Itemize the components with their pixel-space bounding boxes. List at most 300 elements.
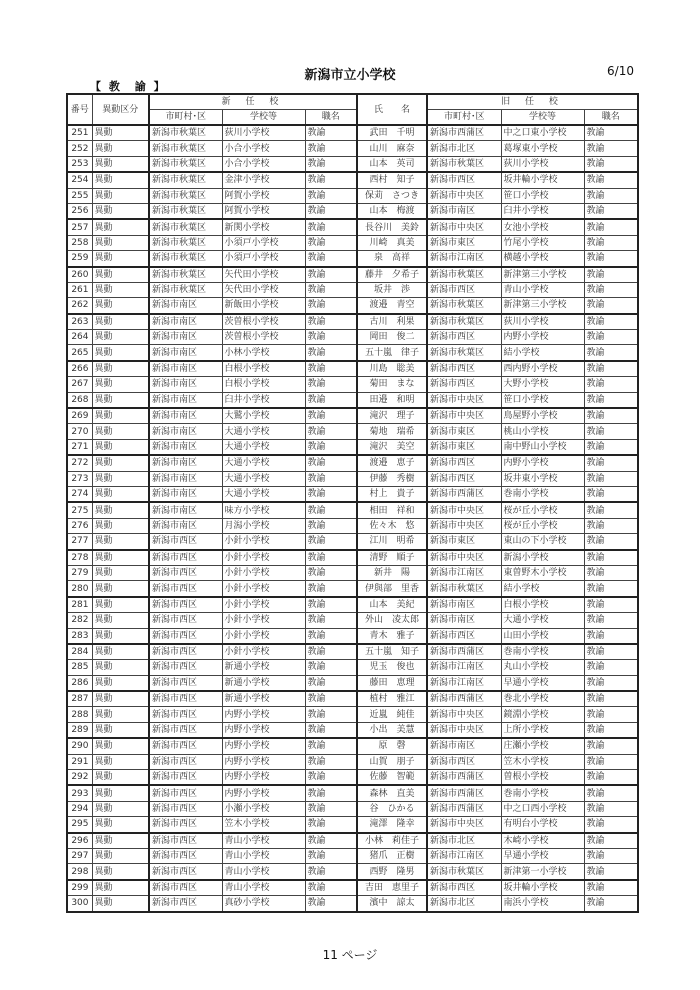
row-number: 292	[67, 770, 92, 786]
new-city: 新潟市秋葉区	[149, 188, 222, 203]
transfer-table	[66, 93, 639, 913]
page-count: 6/10	[607, 64, 634, 78]
table-row	[67, 502, 638, 518]
new-school: 小針小学校	[222, 550, 305, 566]
transfer-category: 異動	[92, 298, 149, 314]
old-school: 大野小学校	[501, 377, 584, 392]
new-school: 阿賀小学校	[222, 203, 305, 219]
table-row	[67, 345, 638, 361]
teacher-name: 伊藤 秀樹	[357, 471, 427, 486]
transfer-category: 異動	[92, 235, 149, 250]
old-school: 荻川小学校	[501, 156, 584, 172]
row-number: 283	[67, 628, 92, 644]
old-city: 新潟市西蒲区	[427, 785, 501, 801]
old-city: 新潟市東区	[427, 424, 501, 439]
transfer-category: 異動	[92, 345, 149, 361]
new-city: 新潟市西区	[149, 707, 222, 722]
old-school: 青山小学校	[501, 282, 584, 297]
old-city: 新潟市西区	[427, 754, 501, 769]
table-row	[67, 408, 638, 424]
old-position: 教諭	[584, 219, 638, 235]
transfer-category: 異動	[92, 691, 149, 707]
old-city: 新潟市中央区	[427, 408, 501, 424]
table-row	[67, 880, 638, 896]
table-row	[67, 801, 638, 816]
new-city: 新潟市秋葉区	[149, 141, 222, 156]
old-city: 新潟市秋葉区	[427, 314, 501, 330]
new-position: 教諭	[305, 534, 357, 550]
row-number: 263	[67, 314, 92, 330]
transfer-category: 異動	[92, 203, 149, 219]
table-row	[67, 203, 638, 219]
transfer-category: 異動	[92, 896, 149, 912]
new-position: 教諭	[305, 424, 357, 439]
table-row	[67, 156, 638, 172]
new-school: 小瀬小学校	[222, 801, 305, 816]
table-row	[67, 534, 638, 550]
table-body	[67, 125, 638, 912]
table-row	[67, 125, 638, 141]
old-school: 鏡淵小学校	[501, 707, 584, 722]
table-row	[67, 141, 638, 156]
old-position: 教諭	[584, 156, 638, 172]
teacher-name: 猪爪 正樹	[357, 848, 427, 863]
header-new-school-name: 学校等	[222, 110, 305, 126]
old-city: 新潟市中央区	[427, 392, 501, 408]
new-position: 教諭	[305, 125, 357, 141]
new-city: 新潟市秋葉区	[149, 156, 222, 172]
new-position: 教諭	[305, 502, 357, 518]
new-position: 教諭	[305, 550, 357, 566]
new-position: 教諭	[305, 628, 357, 644]
header-row-2	[67, 110, 638, 126]
teacher-name: 新井 陽	[357, 565, 427, 580]
old-city: 新潟市南区	[427, 203, 501, 219]
new-school: 小林小学校	[222, 345, 305, 361]
old-position: 教諭	[584, 581, 638, 597]
old-position: 教諭	[584, 896, 638, 912]
teacher-name: 西野 隆男	[357, 864, 427, 880]
transfer-category: 異動	[92, 550, 149, 566]
old-city: 新潟市西蒲区	[427, 644, 501, 660]
new-school: 小須戸小学校	[222, 235, 305, 250]
new-school: 真砂小学校	[222, 896, 305, 912]
new-position: 教諭	[305, 455, 357, 471]
old-school: 西内野小学校	[501, 361, 584, 377]
old-school: 鳥屋野小学校	[501, 408, 584, 424]
old-position: 教諭	[584, 298, 638, 314]
row-number: 281	[67, 597, 92, 613]
new-city: 新潟市西区	[149, 581, 222, 597]
new-school: 茨曽根小学校	[222, 330, 305, 345]
old-city: 新潟市西区	[427, 880, 501, 896]
teacher-name: 岡田 俊二	[357, 330, 427, 345]
row-number: 273	[67, 471, 92, 486]
transfer-category: 異動	[92, 565, 149, 580]
new-school: 新飯田小学校	[222, 298, 305, 314]
new-school: 小合小学校	[222, 141, 305, 156]
new-city: 新潟市西区	[149, 738, 222, 754]
table-row	[67, 330, 638, 345]
table-row	[67, 518, 638, 533]
table-row	[67, 251, 638, 267]
new-position: 教諭	[305, 691, 357, 707]
transfer-category: 異動	[92, 141, 149, 156]
old-position: 教諭	[584, 455, 638, 471]
transfer-category: 異動	[92, 361, 149, 377]
new-city: 新潟市南区	[149, 314, 222, 330]
old-city: 新潟市北区	[427, 833, 501, 849]
new-position: 教諭	[305, 770, 357, 786]
new-school: 青山小学校	[222, 848, 305, 863]
row-number: 256	[67, 203, 92, 219]
new-position: 教諭	[305, 392, 357, 408]
old-position: 教諭	[584, 282, 638, 297]
old-city: 新潟市秋葉区	[427, 581, 501, 597]
table-row	[67, 565, 638, 580]
old-city: 新潟市秋葉区	[427, 156, 501, 172]
transfer-category: 異動	[92, 267, 149, 283]
table-row	[67, 785, 638, 801]
transfer-category: 異動	[92, 833, 149, 849]
old-position: 教諭	[584, 722, 638, 738]
row-number: 279	[67, 565, 92, 580]
table-row	[67, 691, 638, 707]
old-city: 新潟市西蒲区	[427, 125, 501, 141]
row-number: 277	[67, 534, 92, 550]
row-number: 293	[67, 785, 92, 801]
transfer-category: 異動	[92, 785, 149, 801]
teacher-name: 古川 利果	[357, 314, 427, 330]
new-school: 大通小学校	[222, 439, 305, 455]
table-row	[67, 361, 638, 377]
new-position: 教諭	[305, 565, 357, 580]
header-new-city: 市町村･区	[149, 110, 222, 126]
old-city: 新潟市江南区	[427, 675, 501, 691]
old-position: 教諭	[584, 707, 638, 722]
old-school: 庄瀬小学校	[501, 738, 584, 754]
row-number: 286	[67, 675, 92, 691]
new-school: 内野小学校	[222, 770, 305, 786]
new-school: 小針小学校	[222, 565, 305, 580]
old-school: 坂井東小学校	[501, 471, 584, 486]
row-number: 290	[67, 738, 92, 754]
old-school: 臼井小学校	[501, 203, 584, 219]
new-position: 教諭	[305, 439, 357, 455]
new-city: 新潟市南区	[149, 471, 222, 486]
new-city: 新潟市秋葉区	[149, 235, 222, 250]
new-school: 青山小学校	[222, 864, 305, 880]
transfer-category: 異動	[92, 660, 149, 675]
row-number: 275	[67, 502, 92, 518]
row-number: 251	[67, 125, 92, 141]
new-position: 教諭	[305, 518, 357, 533]
old-school: 大通小学校	[501, 613, 584, 628]
new-city: 新潟市南区	[149, 455, 222, 471]
new-city: 新潟市西区	[149, 770, 222, 786]
new-position: 教諭	[305, 880, 357, 896]
new-school: 新通小学校	[222, 675, 305, 691]
teacher-name: 近嵐 純佳	[357, 707, 427, 722]
old-position: 教諭	[584, 738, 638, 754]
row-number: 267	[67, 377, 92, 392]
old-school: 中之口西小学校	[501, 801, 584, 816]
row-number: 270	[67, 424, 92, 439]
transfer-category: 異動	[92, 156, 149, 172]
new-city: 新潟市南区	[149, 330, 222, 345]
table-row	[67, 754, 638, 769]
old-city: 新潟市西蒲区	[427, 486, 501, 502]
transfer-category: 異動	[92, 172, 149, 188]
old-city: 新潟市西区	[427, 330, 501, 345]
new-school: 荻川小学校	[222, 125, 305, 141]
table-row	[67, 486, 638, 502]
new-school: 小針小学校	[222, 597, 305, 613]
teacher-name: 山本 梅渡	[357, 203, 427, 219]
new-school: 青山小学校	[222, 833, 305, 849]
new-school: 味方小学校	[222, 502, 305, 518]
new-city: 新潟市南区	[149, 408, 222, 424]
new-school: 内野小学校	[222, 707, 305, 722]
new-city: 新潟市南区	[149, 361, 222, 377]
old-city: 新潟市西区	[427, 471, 501, 486]
old-position: 教諭	[584, 613, 638, 628]
teacher-name: 佐々木 悠	[357, 518, 427, 533]
old-city: 新潟市中央区	[427, 502, 501, 518]
new-school: 白根小学校	[222, 361, 305, 377]
transfer-category: 異動	[92, 439, 149, 455]
new-position: 教諭	[305, 141, 357, 156]
new-city: 新潟市西区	[149, 817, 222, 833]
old-city: 新潟市西区	[427, 282, 501, 297]
row-number: 276	[67, 518, 92, 533]
old-school: 桃山小学校	[501, 424, 584, 439]
transfer-category: 異動	[92, 707, 149, 722]
old-school: 桜が丘小学校	[501, 502, 584, 518]
old-position: 教諭	[584, 534, 638, 550]
table-row	[67, 219, 638, 235]
row-number: 272	[67, 455, 92, 471]
old-school: 葛塚東小学校	[501, 141, 584, 156]
new-position: 教諭	[305, 754, 357, 769]
new-school: 白根小学校	[222, 377, 305, 392]
old-school: 笹口小学校	[501, 392, 584, 408]
table-row	[67, 172, 638, 188]
section-label: 【 教 諭 】	[90, 80, 167, 93]
old-school: 山田小学校	[501, 628, 584, 644]
table-row	[67, 550, 638, 566]
row-number: 269	[67, 408, 92, 424]
teacher-name: 坂井 渉	[357, 282, 427, 297]
new-school: 矢代田小学校	[222, 282, 305, 297]
new-position: 教諭	[305, 801, 357, 816]
transfer-category: 異動	[92, 408, 149, 424]
old-city: 新潟市東区	[427, 439, 501, 455]
transfer-category: 異動	[92, 471, 149, 486]
transfer-category: 異動	[92, 754, 149, 769]
old-school: 有明台小学校	[501, 817, 584, 833]
old-position: 教諭	[584, 125, 638, 141]
table-row	[67, 817, 638, 833]
new-school: 茨曽根小学校	[222, 314, 305, 330]
row-number: 260	[67, 267, 92, 283]
row-number: 299	[67, 880, 92, 896]
row-number: 278	[67, 550, 92, 566]
teacher-name: 村上 貴子	[357, 486, 427, 502]
transfer-category: 異動	[92, 613, 149, 628]
new-position: 教諭	[305, 785, 357, 801]
old-city: 新潟市西区	[427, 628, 501, 644]
new-school: 小針小学校	[222, 628, 305, 644]
old-city: 新潟市中央区	[427, 707, 501, 722]
table-row	[67, 455, 638, 471]
transfer-category: 異動	[92, 644, 149, 660]
transfer-category: 異動	[92, 597, 149, 613]
new-position: 教諭	[305, 471, 357, 486]
new-city: 新潟市南区	[149, 392, 222, 408]
new-school: 笠木小学校	[222, 817, 305, 833]
new-position: 教諭	[305, 219, 357, 235]
old-school: 笹口小学校	[501, 188, 584, 203]
transfer-category: 異動	[92, 770, 149, 786]
table-row	[67, 471, 638, 486]
transfer-category: 異動	[92, 282, 149, 297]
teacher-name: 児玉 俊也	[357, 660, 427, 675]
old-school: 巻北小学校	[501, 691, 584, 707]
new-position: 教諭	[305, 188, 357, 203]
new-city: 新潟市西区	[149, 675, 222, 691]
new-position: 教諭	[305, 864, 357, 880]
old-position: 教諭	[584, 408, 638, 424]
table-row	[67, 282, 638, 297]
new-city: 新潟市西区	[149, 801, 222, 816]
new-school: 大通小学校	[222, 486, 305, 502]
row-number: 285	[67, 660, 92, 675]
new-school: 内野小学校	[222, 738, 305, 754]
new-position: 教諭	[305, 613, 357, 628]
old-school: 上所小学校	[501, 722, 584, 738]
new-city: 新潟市西区	[149, 565, 222, 580]
teacher-name: 川島 聡美	[357, 361, 427, 377]
new-school: 小針小学校	[222, 613, 305, 628]
new-city: 新潟市南区	[149, 424, 222, 439]
old-school: 早通小学校	[501, 675, 584, 691]
new-school: 新通小学校	[222, 660, 305, 675]
new-position: 教諭	[305, 298, 357, 314]
old-school: 南中野山小学校	[501, 439, 584, 455]
teacher-name: 西村 知子	[357, 172, 427, 188]
row-number: 288	[67, 707, 92, 722]
new-position: 教諭	[305, 833, 357, 849]
new-school: 小合小学校	[222, 156, 305, 172]
old-position: 教諭	[584, 597, 638, 613]
new-city: 新潟市西区	[149, 660, 222, 675]
new-city: 新潟市西区	[149, 534, 222, 550]
old-school: 巻南小学校	[501, 486, 584, 502]
header-old-school-name: 学校等	[501, 110, 584, 126]
transfer-category: 異動	[92, 251, 149, 267]
row-number: 252	[67, 141, 92, 156]
old-school: 東山の下小学校	[501, 534, 584, 550]
old-school: 桜が丘小学校	[501, 518, 584, 533]
old-city: 新潟市秋葉区	[427, 345, 501, 361]
old-school: 坂井輪小学校	[501, 172, 584, 188]
teacher-name: 植村 雅江	[357, 691, 427, 707]
old-city: 新潟市北区	[427, 896, 501, 912]
transfer-category: 異動	[92, 738, 149, 754]
table-row	[67, 896, 638, 912]
table-row	[67, 660, 638, 675]
table-row	[67, 613, 638, 628]
old-position: 教諭	[584, 235, 638, 250]
row-number: 298	[67, 864, 92, 880]
header-new-position: 職名	[305, 110, 357, 126]
old-school: 荻川小学校	[501, 314, 584, 330]
new-city: 新潟市南区	[149, 377, 222, 392]
row-number: 261	[67, 282, 92, 297]
row-number: 268	[67, 392, 92, 408]
new-city: 新潟市南区	[149, 518, 222, 533]
old-city: 新潟市江南区	[427, 660, 501, 675]
old-school: 竹尾小学校	[501, 235, 584, 250]
table-row	[67, 581, 638, 597]
new-position: 教諭	[305, 345, 357, 361]
old-position: 教諭	[584, 833, 638, 849]
old-school: 新津第三小学校	[501, 267, 584, 283]
old-school: 結小学校	[501, 345, 584, 361]
new-school: 小針小学校	[222, 644, 305, 660]
new-city: 新潟市西区	[149, 864, 222, 880]
transfer-category: 異動	[92, 455, 149, 471]
new-position: 教諭	[305, 738, 357, 754]
header-category: 異動区分	[92, 94, 149, 125]
teacher-name: 小出 美慧	[357, 722, 427, 738]
old-position: 教諭	[584, 644, 638, 660]
teacher-name: 渡邉 恵子	[357, 455, 427, 471]
transfer-category: 異動	[92, 864, 149, 880]
old-position: 教諭	[584, 141, 638, 156]
row-number: 271	[67, 439, 92, 455]
table-row	[67, 377, 638, 392]
old-city: 新潟市中央区	[427, 518, 501, 533]
header-name: 氏 名	[357, 94, 427, 125]
row-number: 296	[67, 833, 92, 849]
transfer-category: 異動	[92, 314, 149, 330]
old-position: 教諭	[584, 660, 638, 675]
teacher-name: 谷 ひかる	[357, 801, 427, 816]
table-row	[67, 235, 638, 250]
new-position: 教諭	[305, 235, 357, 250]
new-city: 新潟市西区	[149, 644, 222, 660]
row-number: 266	[67, 361, 92, 377]
old-school: 新津第三小学校	[501, 298, 584, 314]
new-position: 教諭	[305, 722, 357, 738]
new-position: 教諭	[305, 817, 357, 833]
row-number: 254	[67, 172, 92, 188]
old-school: 中之口東小学校	[501, 125, 584, 141]
transfer-category: 異動	[92, 486, 149, 502]
old-position: 教諭	[584, 817, 638, 833]
old-position: 教諭	[584, 675, 638, 691]
old-school: 坂井輪小学校	[501, 880, 584, 896]
old-position: 教諭	[584, 361, 638, 377]
new-city: 新潟市南区	[149, 298, 222, 314]
table-row	[67, 770, 638, 786]
teacher-name: 藤田 恵理	[357, 675, 427, 691]
old-city: 新潟市北区	[427, 141, 501, 156]
teacher-name: 吉田 恵里子	[357, 880, 427, 896]
old-city: 新潟市南区	[427, 597, 501, 613]
